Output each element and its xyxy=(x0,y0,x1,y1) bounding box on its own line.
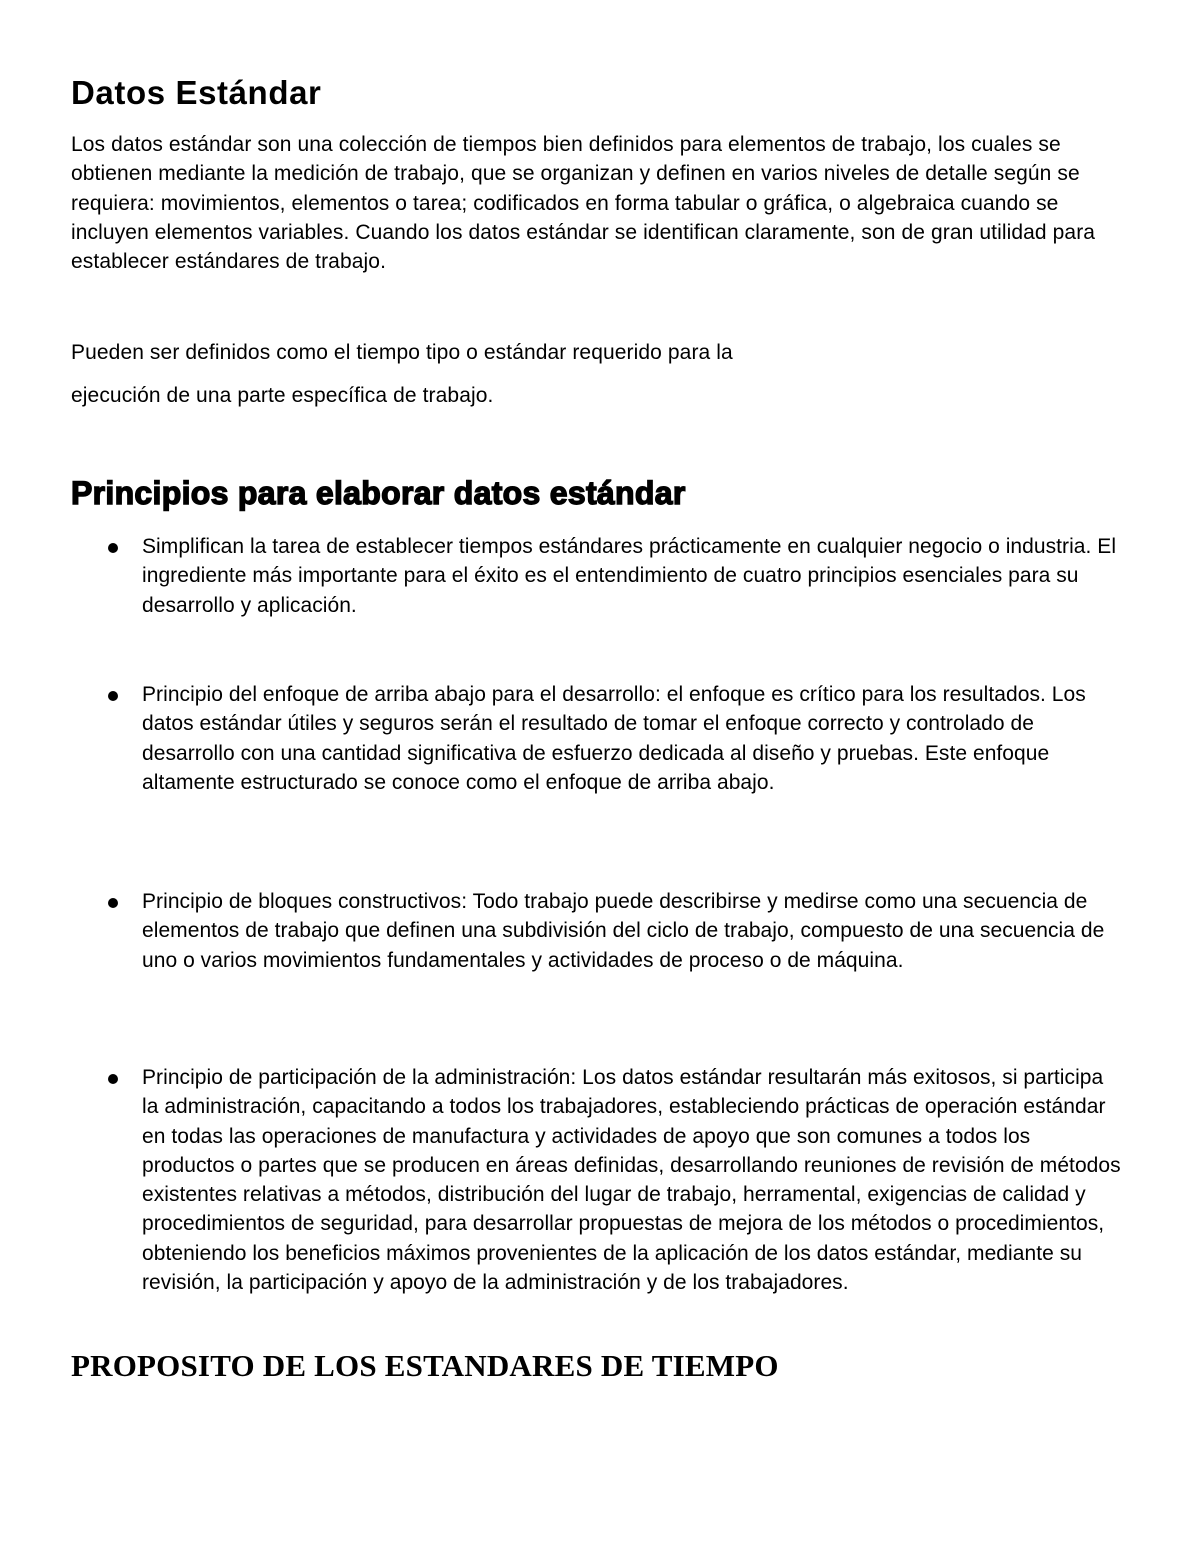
intro-paragraph: Los datos estándar son una colección de tiempos bien definidos para elementos de trabajo, los cuales se obtienen mediante la medición de trabajo, que se organizan y definen en varios niveles de detalle según se requiera: movimientos, elementos o tarea; codificados en forma tabular o gráfica, o algebraica cuando se incluyen elementos variables. Cuando los datos estándar se identifican claramente, son de gran utilidad para establecer estándares de trabajo. xyxy=(71,133,1096,274)
list-item xyxy=(71,532,1131,620)
section-title-proposito: PROPOSITO DE LOS ESTANDARES DE TIEMPO xyxy=(71,1348,779,1383)
bullet-dot-icon xyxy=(108,898,118,908)
list-item xyxy=(71,1063,1131,1297)
list-item-text: Principio de bloques constructivos: Todo trabajo puede describirse y medirse como una secuencia de elementos de trabajo que definen una subdivisión del ciclo de trabajo, compuesto de una secuencia de uno o varios movimientos fundamentales y actividades de proceso o de máquina. xyxy=(142,890,1105,972)
definition-line-1: Pueden ser definidos como el tiempo tipo o estándar requerido para la xyxy=(71,341,733,364)
section-title-datos-estandar: Datos Estándar xyxy=(71,74,322,111)
list-item-text: Principio de participación de la administración: Los datos estándar resultarán más exitosos, si participa la administración, capacitando a todos los trabajadores, estableciendo prácticas de operación estándar en todas las operaciones de manufactura y actividades de apoyo que son comunes a todos los productos o partes que se producen en áreas definidas, desarrollando reuniones de revisión de métodos existentes relativas a métodos, distribución del lugar de trabajo, herramental, exigencias de calidad y procedimientos de seguridad, para desarrollar propuestas de mejora de los métodos o procedimientos, obteniendo los beneficios máximos provenientes de la aplicación de los datos estándar, mediante su revisión, la participación y apoyo de la administración y de los trabajadores. xyxy=(142,1066,1121,1295)
section-title-principios: Principios para elaborar datos estándar xyxy=(71,475,686,511)
list-item-text: Principio del enfoque de arriba abajo para el desarrollo: el enfoque es crítico para los resultados. Los datos estándar útiles y seguros serán el resultado de tomar el enfoque correcto y controlado de desarrollo con una cantidad significativa de esfuerzo dedicada al diseño y pruebas. Este enfoque altamente estructurado se conoce como el enfoque de arriba abajo. xyxy=(142,683,1086,794)
bullet-dot-icon xyxy=(108,543,118,553)
bullet-dot-icon xyxy=(108,691,118,701)
list-item-text: Simplifican la tarea de establecer tiempos estándares prácticamente en cualquier negocio o industria. El ingrediente más importante para el éxito es el entendimiento de cuatro principios esenciales para su desarrollo y aplicación. xyxy=(142,535,1117,617)
list-item xyxy=(71,680,1131,797)
definition-line-2: ejecución de una parte específica de trabajo. xyxy=(71,384,494,407)
bullet-dot-icon xyxy=(108,1074,118,1084)
list-item xyxy=(71,887,1131,975)
